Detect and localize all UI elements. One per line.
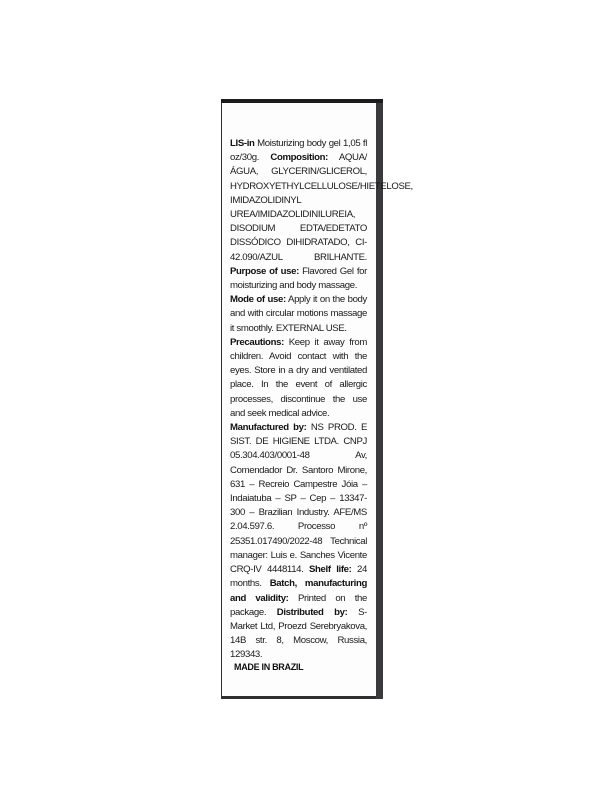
product-description: Moisturizing body gel 1,05 fl oz/30g.	[230, 138, 367, 164]
shelf-life-label: Shelf life:	[309, 564, 352, 576]
batch-text: Printed on the package.	[230, 592, 367, 618]
label-text-block	[230, 137, 413, 663]
made-in-label: MADE IN BRAZIL	[234, 662, 304, 672]
purpose-text: Flavored Gel for moisturizing and body massage.	[230, 265, 368, 292]
manufactured-text: NS PROD. E SIST. DE HIGIENE LTDA. CNPJ 05.304.403/0001-48 Av, Comendador Dr. Santoro Mirone, 631 – Recreio Campestre Jóia – Indaiatuba – SP – Cep – 13347-300 – Brazilian Industry. AFE/MS 2.04.597.6. Processo nº 25351.017490/2022-48 Technical manager: Luis e. Sanches Vicente CRQ-IV 4448114.	[230, 422, 367, 576]
precautions-label: Precautions:	[230, 336, 284, 348]
batch-label: Batch, manufacturing and validity:	[230, 578, 367, 604]
precautions-text: Keep it away from children. Avoid contact with the eyes. Store in a dry and ventilated place. In the event of allergic processes, discontinue the use and seek medical advice.	[230, 336, 367, 419]
product-name: LIS-in	[230, 138, 255, 149]
shelf-life-text: 24 months.	[230, 564, 367, 590]
distributed-label: Distributed by:	[276, 606, 348, 618]
composition-label: Composition:	[270, 152, 329, 164]
distributed-text: S-Market Ltd, Proezd Serebryakova, 14B str. 8, Moscow, Russia, 129343.	[230, 606, 367, 661]
manufactured-label: Manufactured by:	[230, 422, 307, 434]
package-side-edge	[376, 103, 383, 699]
composition-text: AQUA/ÁGUA, GLYCERIN/GLICEROL, HYDROXYETHYLCELLULOSE/HIETELOSE, IMIDAZOLIDINYL UREA/IMIDAZOLIDINILUREIA, DISODIUM EDTA/EDETATO DISSÓDICO DIHIDRATADO, CI-42.090/AZUL BRILHANTE.	[230, 152, 413, 263]
mode-label: Mode of use:	[230, 294, 286, 306]
purpose-label: Purpose of use:	[230, 265, 299, 277]
mode-text: Apply it on the body and with circular motions massage it smoothly. EXTERNAL USE.	[230, 294, 367, 334]
